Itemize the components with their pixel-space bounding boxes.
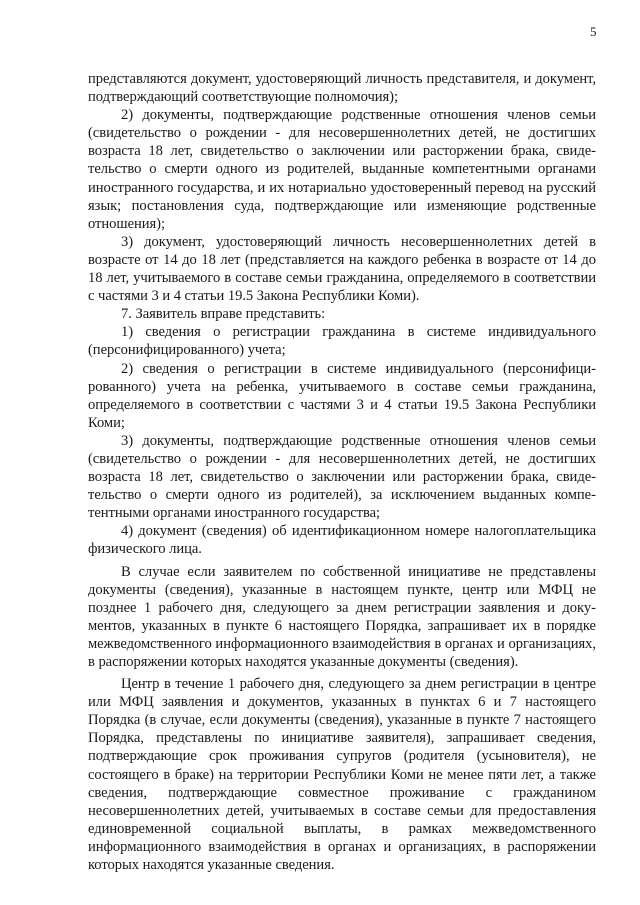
- paragraph-item-1-registration: 1) сведения о регистрации гражданина в системе индивидуального (персонифицированного) учета;: [88, 324, 596, 359]
- paragraph-center-request: Центр в течение 1 рабочего дня, следующего за днем регистрации в центре или МФЦ заявления и документов, указанных в пунктах 6 и 7 настоящего Порядка (в случае, если документы (сведения), указанные в пункте 7 настоящего Порядка, представлены по инициативе заявителя), запрашивает сведения, подтверждающие срок проживания супругов (родителя (усыновителя), не состоящего в браке) на территории Республики Коми не менее пяти лет, а также сведения, подтверждающие совместное проживание с гражданином несовершеннолетних детей, учитываемых в составе семьи для предоставления единовременной социальной выплаты, в рамках межведомственного информационного взаимодействия в органах и организациях, в распоряжении которых находятся указанные сведения.: [88, 676, 596, 874]
- paragraph-section-7-heading: 7. Заявитель вправе представить:: [121, 306, 326, 323]
- paragraph-interagency-request: В случае если заявителем по собственной инициативе не представлены документы (сведения), указанные в настоящем пункте, центр или МФЦ не позднее 1 рабочего дня, следующего за днем регистрации заявления и документов, указанных в пункте 6 настоящего Порядка, запрашивает их в порядке межведомственного информационного взаимодействия в органах и организациях, в распоряжении которых находятся указанные документы (сведения).: [88, 563, 596, 670]
- paragraph-continuation: представляются документ, удостоверяющий личность представителя, и документ, подтверждающий соответствующие полномочия);: [88, 71, 596, 106]
- paragraph-item-2-family-documents: 2) документы, подтверждающие родственные отношения членов семьи (свидетельство о рождении - для несовершеннолетних детей, не достигших возраста 18 лет, свидетельство о заключении или расторжении брака, свидетельство о смерти одного из родителей, выданные компетентными органами иностранного государства, и их нотариально удостоверенный перевод на русский язык; постановления суда, подтверждающие или изменяющие родственные отношения);: [88, 107, 596, 232]
- paragraph-item-2-child-registration: 2) сведения о регистрации в системе индивидуального (персонифицированного) учета на ребенка, учитываемого в составе семьи гражданина, определяемого в соответствии с частями 3 и 4 статьи 19.5 Закона Республики Коми;: [88, 360, 596, 431]
- document-body: [88, 70, 596, 874]
- paragraph-item-3-relationship-documents: 3) документы, подтверждающие родственные отношения членов семьи (свидетельство о рождении - для несовершеннолетних детей, не достигших возраста 18 лет, свидетельство о заключении или расторжении брака, свидетельство о смерти одного из родителей), за исключением выданных компетентными органами иностранного государства;: [88, 432, 596, 522]
- page-number: 5: [590, 24, 597, 39]
- paragraph-item-3-children-identity: 3) документ, удостоверяющий личность несовершеннолетних детей в возрасте от 14 до 18 лет (представляется на каждого ребенка в возрасте от 14 до 18 лет, учитываемого в составе семьи гражданина, определяемого в соответствии с частями 3 и 4 статьи 19.5 Закона Республики Коми).: [88, 233, 596, 305]
- paragraph-item-4-tax-number: 4) документ (сведения) об идентификационном номере налогоплательщика физического лица.: [88, 523, 596, 558]
